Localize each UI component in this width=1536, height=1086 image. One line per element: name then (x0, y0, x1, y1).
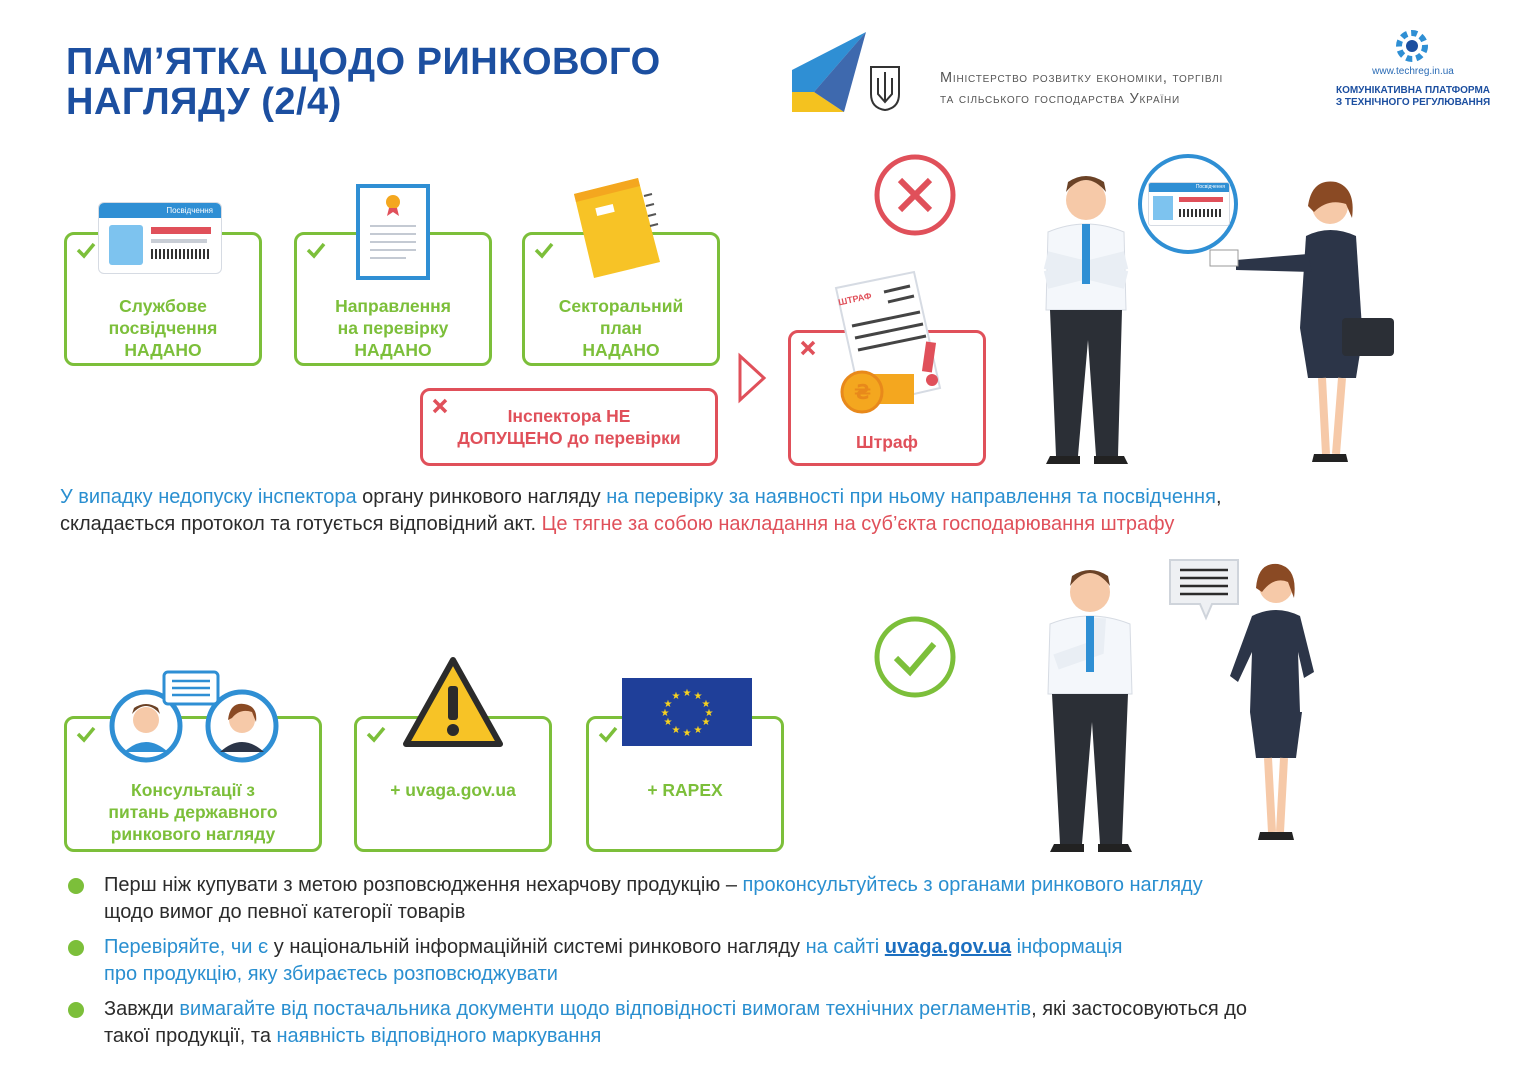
gear-icon (1390, 24, 1434, 68)
text-highlight: У випадку недопуску інспектора (60, 486, 357, 508)
bullet-line: щодо вимог до певної категорії товарів (104, 901, 466, 923)
card-label-line: Секторальний (558, 296, 684, 316)
text-highlight: інформація (1011, 936, 1123, 958)
text-highlight: на сайті (805, 936, 885, 958)
approved-circle-icon (872, 614, 958, 700)
platform-logo (1318, 24, 1508, 109)
check-icon (75, 239, 97, 261)
platform-url[interactable]: www.techreg.in.ua (1372, 66, 1454, 77)
text-plain: Перш ніж купувати з метою розповсюдження нехарчову продукцію – (104, 874, 743, 896)
check-icon (305, 239, 327, 261)
bullet-item-3 (104, 996, 1484, 1050)
platform-name-line-1: КОМУНІКАТИВНА ПЛАТФОРМА (1335, 85, 1491, 96)
card-inspector-denied (420, 388, 718, 466)
card-label-line: НАДАНО (124, 340, 202, 360)
arrow-right-icon (736, 352, 768, 404)
svg-text:★: ★ (660, 708, 670, 719)
card-label-line: ринкового нагляду (110, 824, 276, 844)
woman-inspector-illustration (1196, 178, 1396, 466)
close-icon (799, 339, 817, 357)
card-label-line: Направлення (335, 296, 451, 316)
text-highlight: вимагайте від постачальника документи щодо відповідності вимогам технічних регламентів (179, 998, 1032, 1020)
svg-text:★: ★ (693, 691, 703, 702)
text-warning: Це тягне за собою накладання на суб’єкта господарювання штрафу (541, 513, 1175, 535)
svg-text:★: ★ (671, 725, 681, 736)
bullet-line (104, 1023, 1484, 1050)
svg-text:★: ★ (663, 699, 673, 710)
card-label-line: Консультації з (131, 780, 255, 800)
ministry-line-2: та сільського господарства України (940, 91, 1181, 107)
id-card-caption: Посвідчення (99, 203, 221, 218)
woman-talking-illustration (1226, 562, 1326, 852)
id-line (151, 227, 211, 234)
document-icon (356, 184, 430, 280)
svg-text:★: ★ (682, 688, 692, 699)
id-line (151, 239, 207, 243)
bullet-line (104, 872, 1484, 899)
svg-text:★: ★ (704, 708, 714, 719)
man-refusing-illustration (1026, 170, 1148, 466)
platform-name (1318, 85, 1508, 109)
card-label-line: НАДАНО (354, 340, 432, 360)
text-plain: органу ринкового нагляду (356, 486, 607, 508)
text-highlight: проконсультуйтесь з органами ринкового нагляду (742, 874, 1203, 896)
ministry-logo-icon (784, 30, 868, 114)
svg-text:★: ★ (671, 691, 681, 702)
card-label-line: Службове (119, 296, 207, 316)
explanation-paragraph (60, 484, 1500, 538)
bullet-line (104, 996, 1484, 1023)
title-line-2: НАГЛЯДУ (2/4) (66, 81, 342, 123)
denied-line-1: Інспектора НЕ (507, 406, 631, 426)
text-highlight: на перевірку за наявності при ньому направлення та посвідчення (606, 486, 1216, 508)
page-title (66, 42, 661, 122)
text-plain: , (1215, 486, 1222, 508)
card-label-line: посвідчення (108, 318, 218, 338)
warning-icon (402, 656, 504, 748)
bullet-dot (68, 1002, 84, 1018)
card-label-line: НАДАНО (582, 340, 660, 360)
svg-text:★: ★ (701, 699, 711, 710)
paragraph-line-1 (60, 484, 1500, 511)
man-thinking-illustration (1036, 562, 1144, 852)
text-plain: Завжди (104, 998, 180, 1020)
id-card-icon (98, 202, 222, 274)
denied-line-2: ДОПУЩЕНО до перевірки (457, 428, 681, 448)
svg-text:★: ★ (701, 717, 711, 728)
fine-document-icon (828, 268, 958, 418)
check-icon (75, 723, 97, 745)
card-label-line: на перевірку (337, 318, 449, 338)
card-label-line: питань державного (108, 802, 278, 822)
card-label-line: план (600, 318, 642, 338)
text-plain: у національній інформаційній системі ринкового нагляду (268, 936, 806, 958)
check-icon (533, 239, 555, 261)
eu-flag-icon (622, 678, 752, 746)
card-label-line: + RAPEX (647, 780, 723, 800)
ministry-name (940, 68, 1223, 110)
denied-circle-icon (872, 152, 958, 238)
title-line-1: ПАМ’ЯТКА ЩОДО РИНКОВОГО (66, 41, 661, 83)
text-plain: такої продукції, та (104, 1025, 277, 1047)
svg-text:★: ★ (663, 717, 673, 728)
bullet-dot (68, 878, 84, 894)
folder-icon (568, 176, 664, 280)
hryvnia-symbol: ₴ (854, 380, 872, 404)
id-bubble-caption: Посвідчення (1149, 183, 1229, 192)
bullet-line: про продукцію, яку збираєтесь розповсюджувати (104, 963, 558, 985)
fine-label: Штраф (856, 432, 918, 452)
consultation-icon (108, 668, 280, 764)
barcode (151, 249, 209, 259)
card-label-line[interactable]: + uvaga.gov.ua (390, 780, 516, 800)
bullet-item-2 (104, 934, 1484, 988)
text-highlight: Перевіряйте, чи є (104, 936, 269, 958)
check-icon (597, 723, 619, 745)
svg-text:★: ★ (682, 728, 692, 739)
paragraph-line-2 (60, 511, 1500, 538)
text-plain: складається протокол та готується відповідний акт. (60, 513, 542, 535)
id-photo (1153, 196, 1173, 220)
text-plain: , які застосовуються до (1031, 998, 1247, 1020)
uvaga-link[interactable]: uvaga.gov.ua (884, 936, 1012, 958)
check-icon (365, 723, 387, 745)
bullet-item-1 (104, 872, 1484, 926)
coat-of-arms-icon (868, 64, 902, 112)
text-highlight: наявність відповідного маркування (276, 1025, 602, 1047)
fine-document-title: ШТРАФ (837, 290, 873, 308)
bullet-line (104, 934, 1484, 961)
svg-text:★: ★ (693, 725, 703, 736)
bullet-dot (68, 940, 84, 956)
platform-name-line-2: З ТЕХНІЧНОГО РЕГУЛЮВАННЯ (1335, 97, 1491, 108)
id-photo (109, 225, 143, 265)
ministry-line-1: Міністерство розвитку економіки, торгівлі (940, 70, 1224, 86)
